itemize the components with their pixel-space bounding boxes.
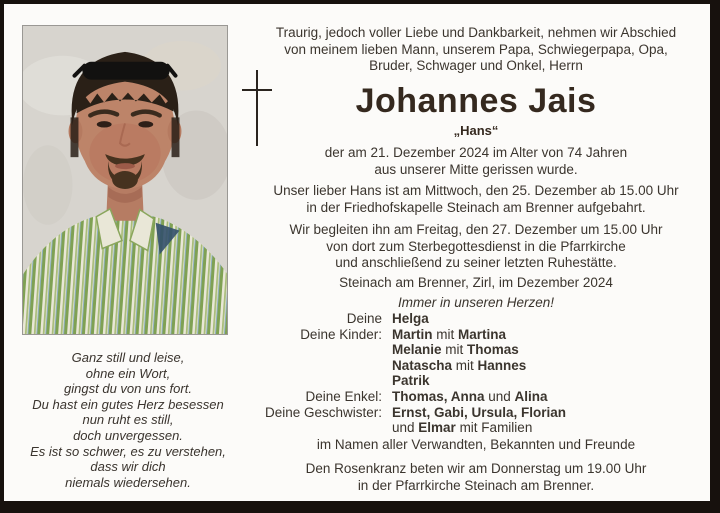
family-names: [392, 311, 706, 327]
family-relation-label: Deine Kinder:: [300, 326, 382, 342]
family-row: [246, 311, 706, 327]
family-name-line: und Elmar mit Familien: [392, 420, 533, 436]
text-line: doch unvergessen.: [73, 427, 183, 443]
family-name-line: Patrik: [392, 373, 430, 389]
nickname: „Hans“: [453, 123, 499, 138]
text-line: niemals wiedersehen.: [65, 474, 191, 490]
text-line: nun ruht es still,: [82, 412, 174, 428]
text-line: dass wir dich: [90, 459, 166, 475]
family-row: [246, 389, 706, 405]
announcement-column: [246, 4, 706, 501]
text-line: Traurig, jedoch voller Liebe und Dankbarkeit, nehmen wir Abschied: [275, 25, 677, 40]
family-relation-label: Deine Geschwister:: [264, 404, 382, 420]
memorial-poem: [8, 350, 248, 490]
text-line: und anschließend zu seiner letzten Ruhestätte.: [335, 255, 617, 270]
family-name-line: Natascha mit Hannes: [392, 357, 527, 373]
in-name-of-text: im Namen aller Verwandten, Bekannten und Freunde: [316, 437, 636, 452]
text-line: in der Pfarrkirche Steinach am Brenner.: [357, 477, 595, 493]
text-line: der am 21. Dezember 2024 im Alter von 74 Jahren: [324, 145, 628, 160]
family-row: [246, 327, 706, 389]
text-line: in der Friedhofskapelle Steinach am Brenner aufgebahrt.: [306, 199, 646, 215]
motto-text: Immer in unseren Herzen!: [397, 295, 555, 310]
text-line: Den Rosenkranz beten wir am Donnerstag um 19.00 Uhr: [305, 461, 647, 476]
death-info: [246, 145, 706, 178]
text-line: gingst du von uns fort.: [64, 381, 192, 397]
family-name-line: Melanie mit Thomas: [392, 342, 519, 358]
family-row: [246, 405, 706, 436]
deceased-name: Johannes Jais: [355, 82, 597, 120]
family-names: [392, 327, 706, 389]
text-line: Unser lieber Hans ist am Mittwoch, den 25. Dezember ab 15.00 Uhr: [273, 183, 679, 198]
family-name-line: Martin mit Martina: [392, 326, 507, 342]
text-line: ohne ein Wort,: [85, 365, 171, 381]
family-relation-label: Deine: [346, 311, 382, 326]
family-names: [392, 389, 706, 405]
text-line: Es ist so schwer, es zu verstehen,: [30, 443, 226, 459]
family-name-line: Ernst, Gabi, Ursula, Florian: [392, 404, 567, 420]
place-and-date: Steinach am Brenner, Zirl, im Dezember 2024: [339, 275, 613, 290]
family-relation-label: Deine Enkel:: [305, 388, 382, 404]
laying-out-info: [246, 183, 706, 216]
family-name-line: Helga: [392, 311, 429, 326]
text-line: Bruder, Schwager und Onkel, Herrn: [369, 58, 583, 73]
family-list: [246, 311, 706, 436]
portrait-photo: [22, 25, 228, 335]
text-line: aus unserer Mitte gerissen wurde.: [374, 161, 578, 177]
text-line: Du hast ein gutes Herz besessen: [32, 396, 224, 412]
text-line: von dort zum Sterbegottesdienst in die Pfarrkirche: [326, 238, 626, 254]
portrait-illustration: [23, 26, 227, 334]
text-line: Ganz still und leise,: [71, 350, 185, 365]
funeral-info: [246, 222, 706, 272]
text-line: von meinem lieben Mann, unserem Papa, Schwiegerpapa, Opa,: [284, 41, 668, 57]
text-line: Wir begleiten ihn am Freitag, den 27. Dezember um 15.00 Uhr: [289, 222, 663, 237]
rosary-info: [246, 461, 706, 494]
family-name-line: Thomas, Anna und Alina: [392, 388, 548, 404]
intro-text: [246, 25, 706, 75]
family-names: [392, 405, 706, 436]
